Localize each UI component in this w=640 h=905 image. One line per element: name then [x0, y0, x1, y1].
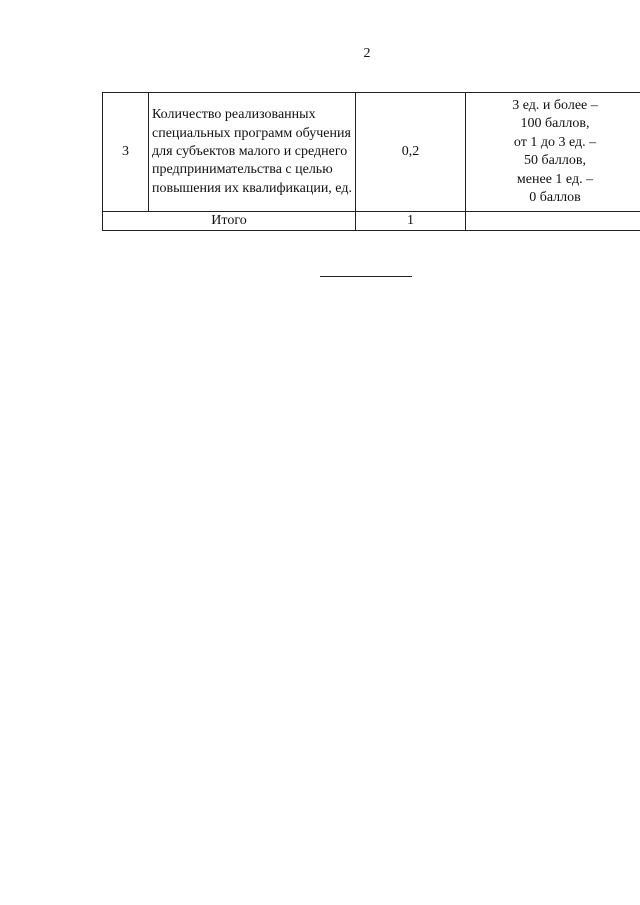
scoring-scale-cell [466, 93, 640, 212]
row-number-cell: 3 [103, 93, 149, 212]
scale-line: 100 баллов, [520, 116, 590, 132]
total-weight-cell: 1 [356, 212, 466, 231]
weight-cell: 0,2 [356, 93, 466, 212]
total-label-cell: Итого [103, 212, 356, 231]
scale-line: от 1 до 3 ед. – [513, 134, 597, 150]
criteria-table [102, 92, 640, 231]
total-empty-cell [466, 212, 640, 231]
scale-line: 0 баллов [529, 190, 581, 206]
page-number: 2 [363, 46, 371, 61]
criterion-name-cell: Количество реализованных специальных программ обучения для субъектов малого и среднего предпринимательства с целью повышения их квалификации, ед. [149, 93, 356, 212]
scale-line: 3 ед. и более – [512, 98, 598, 113]
scale-line: 50 баллов, [523, 153, 587, 169]
scale-line: менее 1 ед. – [516, 171, 594, 187]
table-row [103, 93, 640, 212]
end-divider-line [320, 276, 412, 277]
total-row [103, 212, 640, 231]
